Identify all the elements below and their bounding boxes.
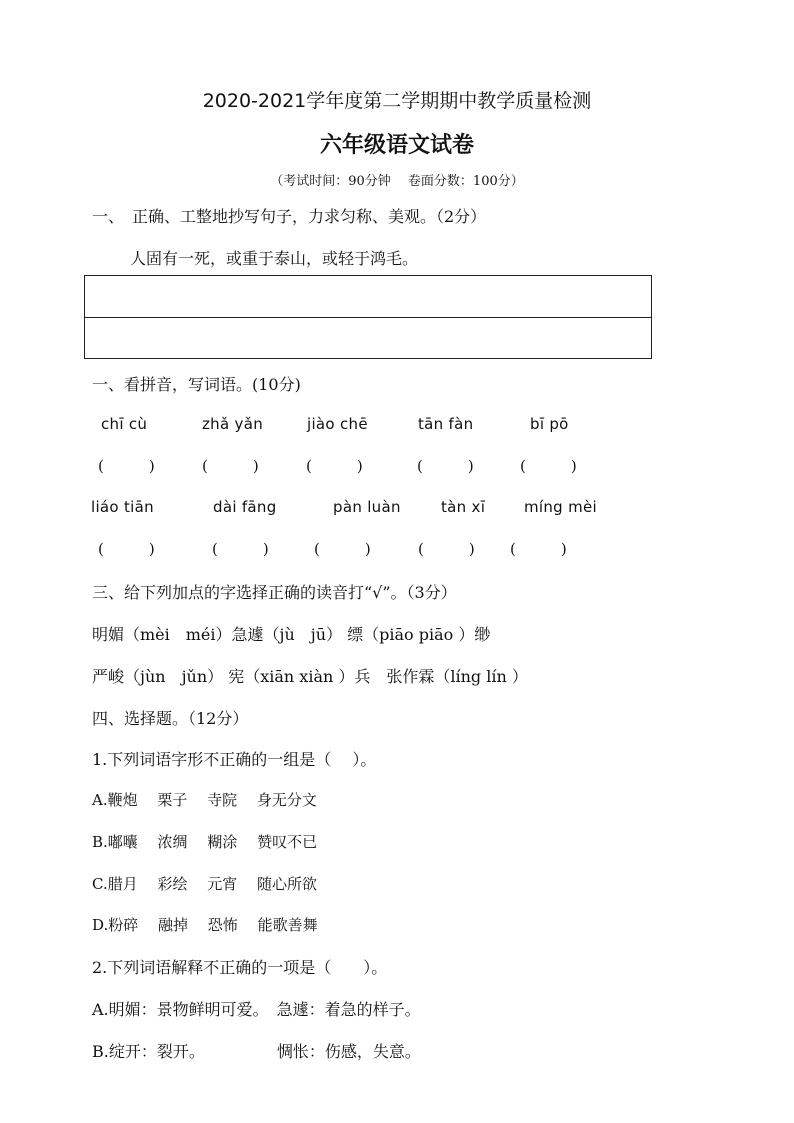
pinyin-item: míng mèi (524, 498, 597, 516)
question-2: 2.下列词语解释不正确的一项是（ ）。 (92, 958, 388, 977)
section4-title: 四、选择题。（12分） (92, 709, 249, 728)
question-1-option-d: D.粉碎 融掉 恐怖 能歌善舞 (92, 916, 318, 934)
answer-blank[interactable]: ( ) (418, 540, 475, 558)
answer-blank[interactable]: ( ) (417, 457, 474, 475)
answer-blank[interactable]: ( ) (520, 457, 577, 475)
answer-blank[interactable]: ( ) (212, 540, 269, 558)
answer-blank[interactable]: ( ) (306, 457, 363, 475)
copy-line-1[interactable] (85, 276, 651, 318)
answer-blank[interactable]: ( ) (202, 457, 259, 475)
exam-info: （考试时间：90分钟 卷面分数：100分） (270, 174, 524, 189)
answer-blank[interactable]: ( ) (314, 540, 371, 558)
section1-sentence: 人固有一死，或重于泰山，或轻于鸿毛。 (130, 249, 419, 268)
pinyin-item: chī cù (101, 415, 148, 433)
section3-line1: 明媚（mèi méi）急遽（jù jū） 缥（piāo piāo ）缈 (92, 625, 491, 644)
copy-writing-box[interactable] (84, 275, 652, 359)
pinyin-item: tàn xī (441, 498, 486, 516)
pinyin-item: dài fāng (213, 498, 277, 516)
section2-title: 一、看拼音，写词语。(10分) (92, 375, 301, 394)
section3-line2: 严峻（jùn jǔn） 宪（xiān xiàn ）兵 张作霖（líng lín ） (92, 667, 528, 686)
question-1-option-b: B.嘟囔 浓绸 糊涂 赞叹不已 (92, 833, 318, 851)
answer-blank[interactable]: ( ) (98, 540, 155, 558)
question-1-option-a: A.鞭炮 栗子 寺院 身无分文 (92, 791, 317, 809)
pinyin-item: pàn luàn (333, 498, 401, 516)
section1-title: 一、 正确、工整地抄写句子，力求匀称、美观。（2分） (92, 207, 487, 226)
pinyin-item: tān fàn (418, 415, 474, 433)
pinyin-item: liáo tiān (91, 498, 154, 516)
section3-title: 三、给下列加点的字选择正确的读音打“√”。（3分） (92, 583, 457, 602)
exam-title: 六年级语文试卷 (319, 133, 474, 158)
pinyin-item: bī pō (530, 415, 569, 433)
question-1-option-c: C.腊月 彩绘 元宵 随心所欲 (92, 875, 318, 893)
exam-header-term: 2020-2021学年度第二学期期中教学质量检测 (202, 90, 592, 112)
question-1: 1.下列词语字形不正确的一组是（ ）。 (92, 750, 377, 769)
question-2-option-b: B.绽开：裂开。 惆怅：伤感，失意。 (92, 1042, 421, 1061)
answer-blank[interactable]: ( ) (510, 540, 567, 558)
pinyin-item: jiào chē (307, 415, 368, 433)
question-2-option-a: A.明媚：景物鲜明可爱。 急遽：着急的样子。 (92, 1000, 421, 1019)
copy-line-2[interactable] (85, 318, 651, 359)
answer-blank[interactable]: ( ) (98, 457, 155, 475)
pinyin-item: zhǎ yǎn (202, 415, 264, 433)
